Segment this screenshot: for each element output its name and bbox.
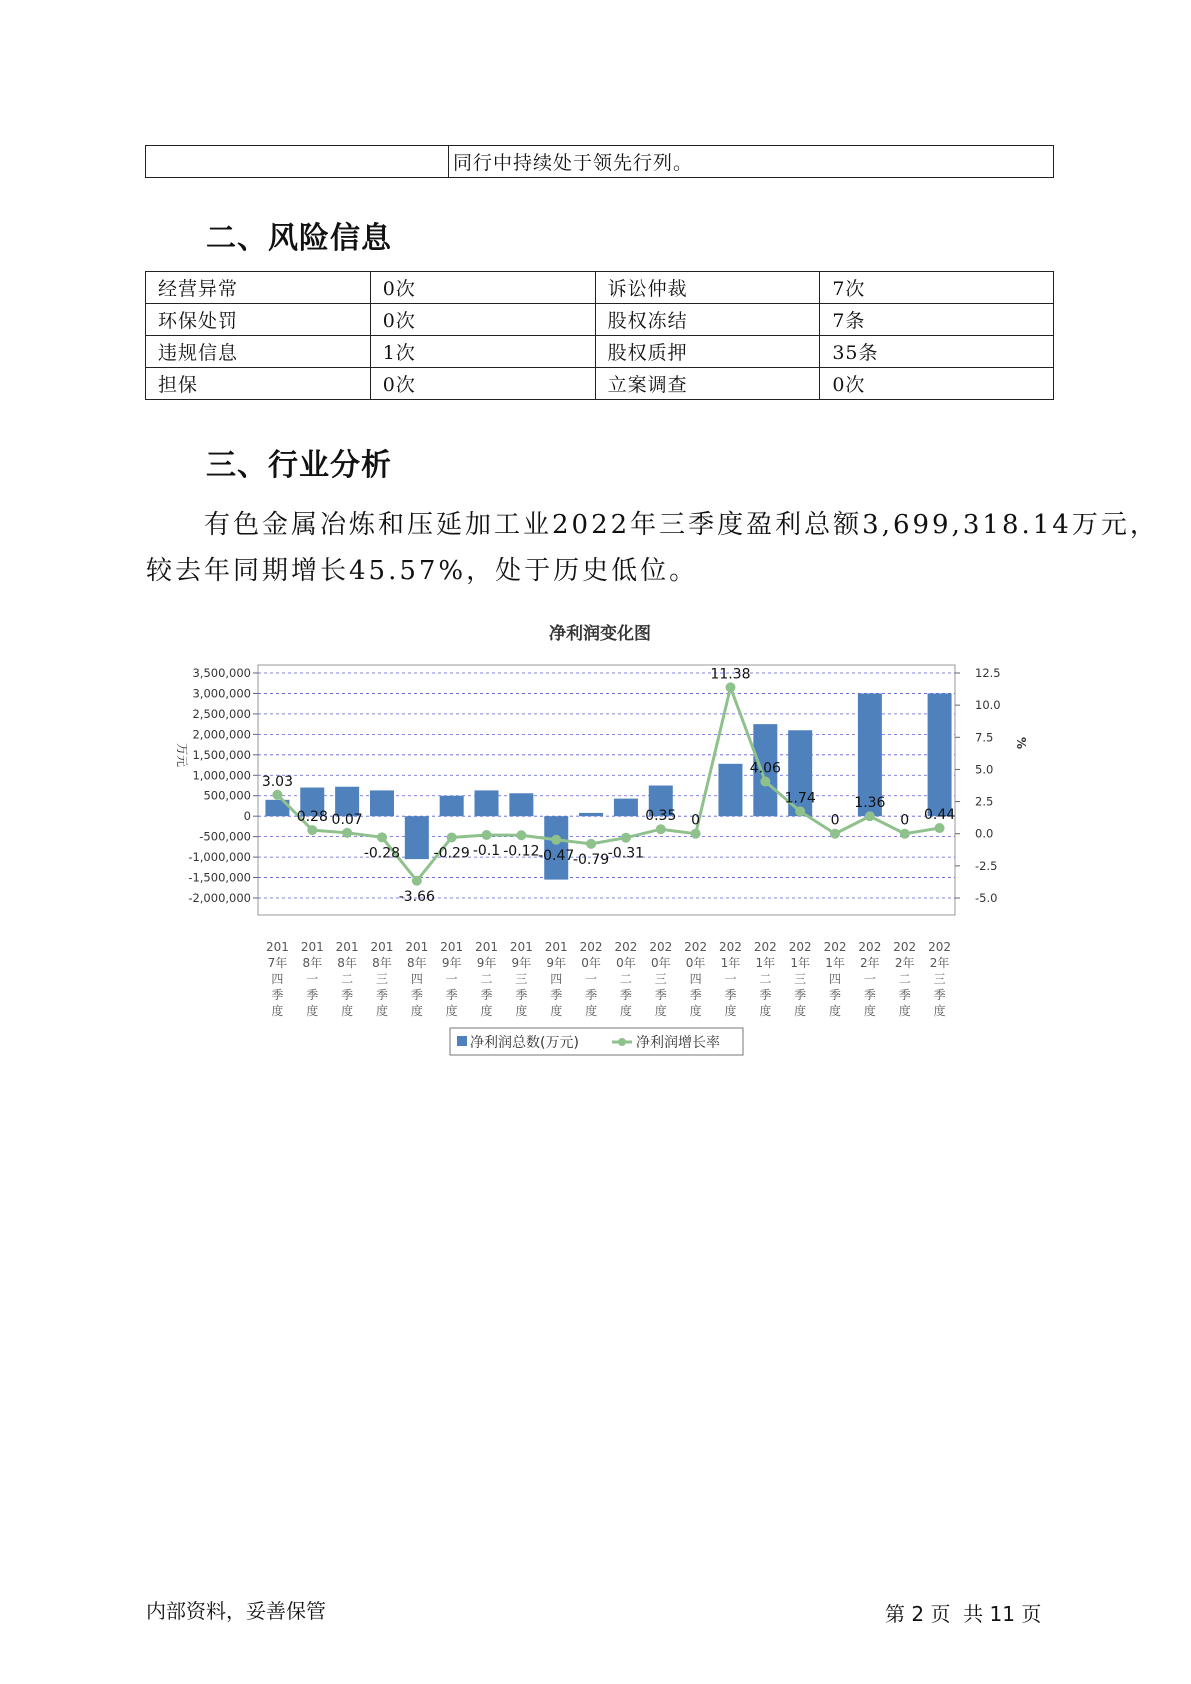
x-tick-label: 四 (689, 972, 702, 986)
line-point (621, 833, 631, 843)
x-tick-label: 一 (445, 972, 458, 986)
y-tick-label: 1,500,000 (192, 747, 251, 762)
x-tick-label: 度 (306, 1004, 319, 1018)
y2-tick-label: 0.0 (975, 826, 994, 841)
data-label: -3.66 (398, 888, 435, 905)
x-tick-label: 季 (515, 988, 528, 1002)
line-point (725, 682, 735, 692)
bar (370, 790, 394, 816)
x-tick-label: 9年 (511, 956, 532, 970)
line-point (760, 777, 770, 787)
line-point (447, 832, 457, 842)
x-tick-label: 202 (858, 940, 882, 954)
data-label: 11.38 (710, 666, 751, 683)
x-tick-label: 度 (515, 1004, 528, 1018)
data-label: 4.06 (749, 760, 781, 777)
x-tick-label: 202 (928, 940, 952, 954)
x-tick-label: 1年 (825, 956, 845, 970)
x-tick-label: 度 (933, 1004, 946, 1018)
x-tick-label: 度 (375, 1004, 388, 1018)
risk-table (145, 271, 1054, 400)
y-tick-label: -1,000,000 (188, 850, 251, 865)
legend-bar-label: 净利润总数(万元) (470, 1035, 579, 1051)
x-tick-label: 三 (933, 972, 946, 986)
x-tick-label: 四 (550, 972, 563, 986)
x-tick-label: 0年 (685, 956, 706, 970)
x-tick-label: 9年 (546, 956, 567, 970)
risk-value-cell: 1次 (370, 336, 595, 368)
table-row (146, 304, 1054, 336)
chart-title: 净利润变化图 (549, 624, 651, 644)
risk-value-cell: 0次 (820, 368, 1054, 400)
risk-value-cell: 35条 (820, 336, 1054, 368)
x-tick-label: 度 (410, 1004, 423, 1018)
x-tick-label: 一 (724, 972, 737, 986)
legend-line-label: 净利润增长率 (636, 1035, 720, 1051)
x-tick-label: 201 (335, 940, 359, 954)
risk-label-cell: 环保处罚 (146, 304, 371, 336)
x-tick-label: 季 (619, 988, 632, 1002)
y2-tick-label: 12.5 (975, 666, 1001, 680)
x-tick-label: 一 (306, 972, 319, 986)
section2-heading: 二、风险信息 (206, 221, 392, 256)
line-point (656, 824, 666, 834)
x-tick-label: 二 (480, 972, 493, 986)
paragraph-line-2: 较去年同期增长45.57%，处于历史低位。 (146, 556, 699, 586)
footer-left: 内部资料，妥善保管 (146, 1599, 326, 1623)
line-point (900, 829, 910, 839)
bar (928, 693, 952, 816)
x-tick-label: 0年 (581, 956, 601, 970)
x-tick-label: 201 (265, 940, 289, 954)
risk-label-cell: 股权质押 (595, 336, 820, 368)
x-tick-label: 二 (341, 972, 354, 986)
x-tick-label: 2年 (894, 956, 915, 970)
y2-tick-label: 5.0 (975, 762, 994, 777)
x-tick-label: 二 (759, 972, 772, 986)
x-tick-label: 四 (271, 972, 284, 986)
risk-value-cell: 0次 (370, 304, 595, 336)
risk-value-cell: 7次 (820, 272, 1054, 304)
x-tick-label: 度 (480, 1004, 493, 1018)
x-tick-label: 8年 (337, 956, 357, 970)
x-tick-label: 季 (410, 988, 423, 1002)
data-label: -0.1 (472, 843, 501, 859)
y-tick-label: 1,000,000 (192, 768, 251, 783)
x-tick-label: 度 (341, 1004, 354, 1018)
data-label: -0.79 (572, 851, 610, 868)
line-point (307, 825, 317, 835)
x-tick-label: 201 (475, 940, 498, 954)
line-point (586, 839, 596, 849)
x-tick-label: 1年 (720, 956, 741, 970)
x-tick-label: 度 (445, 1004, 458, 1018)
x-tick-label: 度 (654, 1004, 667, 1018)
risk-label-cell: 立案调查 (595, 368, 820, 400)
data-label: 0 (691, 812, 701, 829)
line-point (377, 832, 387, 842)
data-label: 0 (830, 812, 840, 829)
x-tick-label: 201 (544, 940, 568, 954)
table-row (146, 272, 1054, 304)
x-tick-label: 202 (684, 940, 708, 954)
y2-tick-label: -2.5 (975, 858, 998, 873)
x-tick-label: 202 (614, 940, 638, 954)
x-tick-label: 2年 (860, 956, 880, 970)
y2-tick-label: 2.5 (975, 794, 994, 809)
y-tick-label: 0 (243, 809, 251, 824)
x-tick-label: 三 (794, 972, 807, 986)
bar (614, 799, 638, 817)
x-tick-label: 四 (829, 972, 842, 986)
x-tick-label: 202 (823, 940, 847, 954)
footer-right: 第 2 页 共 11 页 (885, 1602, 1042, 1626)
x-tick-label: 9年 (441, 956, 462, 970)
x-tick-label: 季 (375, 988, 388, 1002)
x-tick-label: 季 (550, 988, 563, 1002)
net-profit-chart (170, 615, 1028, 1075)
x-tick-label: 1年 (755, 956, 776, 970)
table-row (146, 336, 1054, 368)
x-tick-label: 季 (829, 988, 842, 1002)
x-tick-label: 2年 (929, 956, 950, 970)
y2-tick-label: 7.5 (975, 730, 994, 745)
bar (579, 813, 603, 816)
line-point (342, 828, 352, 838)
top-table-cell-right: 同行中持续处于领先行列。 (449, 146, 1054, 178)
x-tick-label: 季 (759, 988, 772, 1002)
data-label: 3.03 (261, 773, 294, 790)
data-label: -0.12 (503, 843, 540, 860)
x-tick-label: 202 (893, 940, 917, 954)
x-tick-label: 季 (794, 988, 807, 1002)
y-tick-label: 500,000 (203, 788, 251, 803)
x-tick-label: 202 (788, 940, 812, 954)
x-tick-label: 季 (898, 988, 911, 1002)
y-tick-label: -1,500,000 (188, 870, 251, 885)
x-tick-label: 二 (619, 972, 632, 986)
y2-tick-label: -5.0 (975, 891, 998, 905)
top-table (145, 145, 1054, 178)
x-tick-label: 一 (863, 972, 876, 986)
y2-tick-label: 10.0 (975, 698, 1001, 713)
x-tick-label: 度 (759, 1004, 772, 1018)
line-point (412, 876, 422, 886)
x-tick-label: 8年 (302, 956, 323, 970)
data-label: -0.47 (538, 847, 575, 864)
y-axis-label: 万元 (175, 743, 189, 768)
bar (475, 790, 499, 816)
x-tick-label: 季 (689, 988, 702, 1002)
line-point (935, 823, 945, 833)
x-tick-label: 201 (300, 940, 324, 954)
y-tick-label: 3,000,000 (192, 686, 251, 701)
line-point (516, 830, 526, 840)
x-tick-label: 1年 (790, 956, 810, 970)
data-label: -0.31 (607, 845, 645, 862)
x-tick-label: 季 (724, 988, 737, 1002)
x-tick-label: 度 (550, 1004, 563, 1018)
legend-bar-swatch (457, 1036, 467, 1046)
x-tick-label: 度 (724, 1004, 737, 1018)
x-tick-label: 度 (794, 1004, 807, 1018)
bar (405, 816, 429, 859)
line-point (551, 835, 561, 845)
table-row (146, 146, 1054, 178)
x-tick-label: 0年 (650, 956, 671, 970)
x-tick-label: 季 (445, 988, 458, 1002)
table-row (146, 368, 1054, 400)
risk-label-cell: 经营异常 (146, 272, 371, 304)
data-label: 0.44 (923, 807, 956, 824)
y-tick-label: 2,500,000 (192, 706, 251, 721)
x-tick-label: 季 (654, 988, 667, 1002)
x-tick-label: 三 (375, 972, 388, 986)
x-tick-label: 三 (654, 972, 667, 986)
x-tick-label: 季 (306, 988, 319, 1002)
data-label: 1.74 (784, 790, 816, 807)
x-tick-label: 一 (585, 972, 598, 986)
x-tick-label: 202 (579, 940, 603, 954)
x-tick-label: 202 (753, 940, 777, 954)
x-tick-label: 7年 (267, 956, 288, 970)
risk-label-cell: 股权冻结 (595, 304, 820, 336)
x-tick-label: 季 (341, 988, 354, 1002)
x-tick-label: 度 (863, 1004, 876, 1018)
x-tick-label: 四 (410, 972, 423, 986)
line-point (691, 829, 701, 839)
x-tick-label: 度 (585, 1004, 598, 1018)
x-tick-label: 度 (898, 1004, 911, 1018)
y-tick-label: 2,000,000 (192, 727, 251, 742)
x-tick-label: 二 (898, 972, 911, 986)
risk-value-cell: 7条 (820, 304, 1054, 336)
x-tick-label: 度 (689, 1004, 702, 1018)
data-label: 0.28 (296, 809, 328, 826)
x-tick-label: 8年 (407, 956, 427, 970)
x-tick-label: 季 (480, 988, 493, 1002)
x-tick-label: 201 (405, 940, 429, 954)
legend-line-marker (618, 1038, 626, 1046)
data-label: -0.29 (433, 845, 470, 862)
x-tick-label: 201 (370, 940, 394, 954)
x-tick-label: 季 (271, 988, 284, 1002)
risk-label-cell: 诉讼仲裁 (595, 272, 820, 304)
x-tick-label: 季 (585, 988, 598, 1002)
x-tick-label: 201 (509, 940, 533, 954)
x-tick-label: 201 (440, 940, 464, 954)
x-tick-label: 8年 (372, 956, 392, 970)
line-point (482, 830, 492, 840)
y-tick-label: -500,000 (199, 829, 251, 844)
x-tick-label: 度 (619, 1004, 632, 1018)
line-point (272, 790, 282, 800)
x-tick-label: 202 (649, 940, 673, 954)
risk-value-cell: 0次 (370, 272, 595, 304)
line-point (830, 829, 840, 839)
data-label: 0.07 (331, 811, 363, 828)
x-tick-label: 度 (829, 1004, 842, 1018)
y2-axis-label: % (1014, 737, 1028, 750)
data-label: 1.36 (854, 795, 886, 812)
y-tick-label: -2,000,000 (188, 891, 251, 905)
line-point (795, 806, 805, 816)
x-tick-label: 度 (271, 1004, 284, 1018)
x-tick-label: 0年 (616, 956, 636, 970)
section3-heading: 三、行业分析 (206, 448, 392, 483)
y-tick-label: 3,500,000 (192, 666, 251, 680)
x-tick-label: 季 (933, 988, 946, 1002)
top-table-cell-left (146, 146, 449, 178)
x-tick-label: 9年 (476, 956, 497, 970)
x-tick-label: 202 (719, 940, 742, 954)
data-label: 0.35 (645, 808, 677, 825)
risk-value-cell: 0次 (370, 368, 595, 400)
x-tick-label: 三 (515, 972, 528, 986)
x-tick-label: 季 (863, 988, 876, 1002)
data-label: 0 (900, 812, 910, 829)
paragraph-line-1: 有色金属冶炼和压延加工业2022年三季度盈利总额3,699,318.14万元， (204, 510, 1159, 540)
data-label: -0.28 (363, 845, 401, 862)
line-point (865, 811, 875, 821)
bar (718, 764, 742, 816)
risk-label-cell: 违规信息 (146, 336, 371, 368)
bar (440, 796, 464, 816)
bar (509, 793, 533, 816)
risk-label-cell: 担保 (146, 368, 371, 400)
